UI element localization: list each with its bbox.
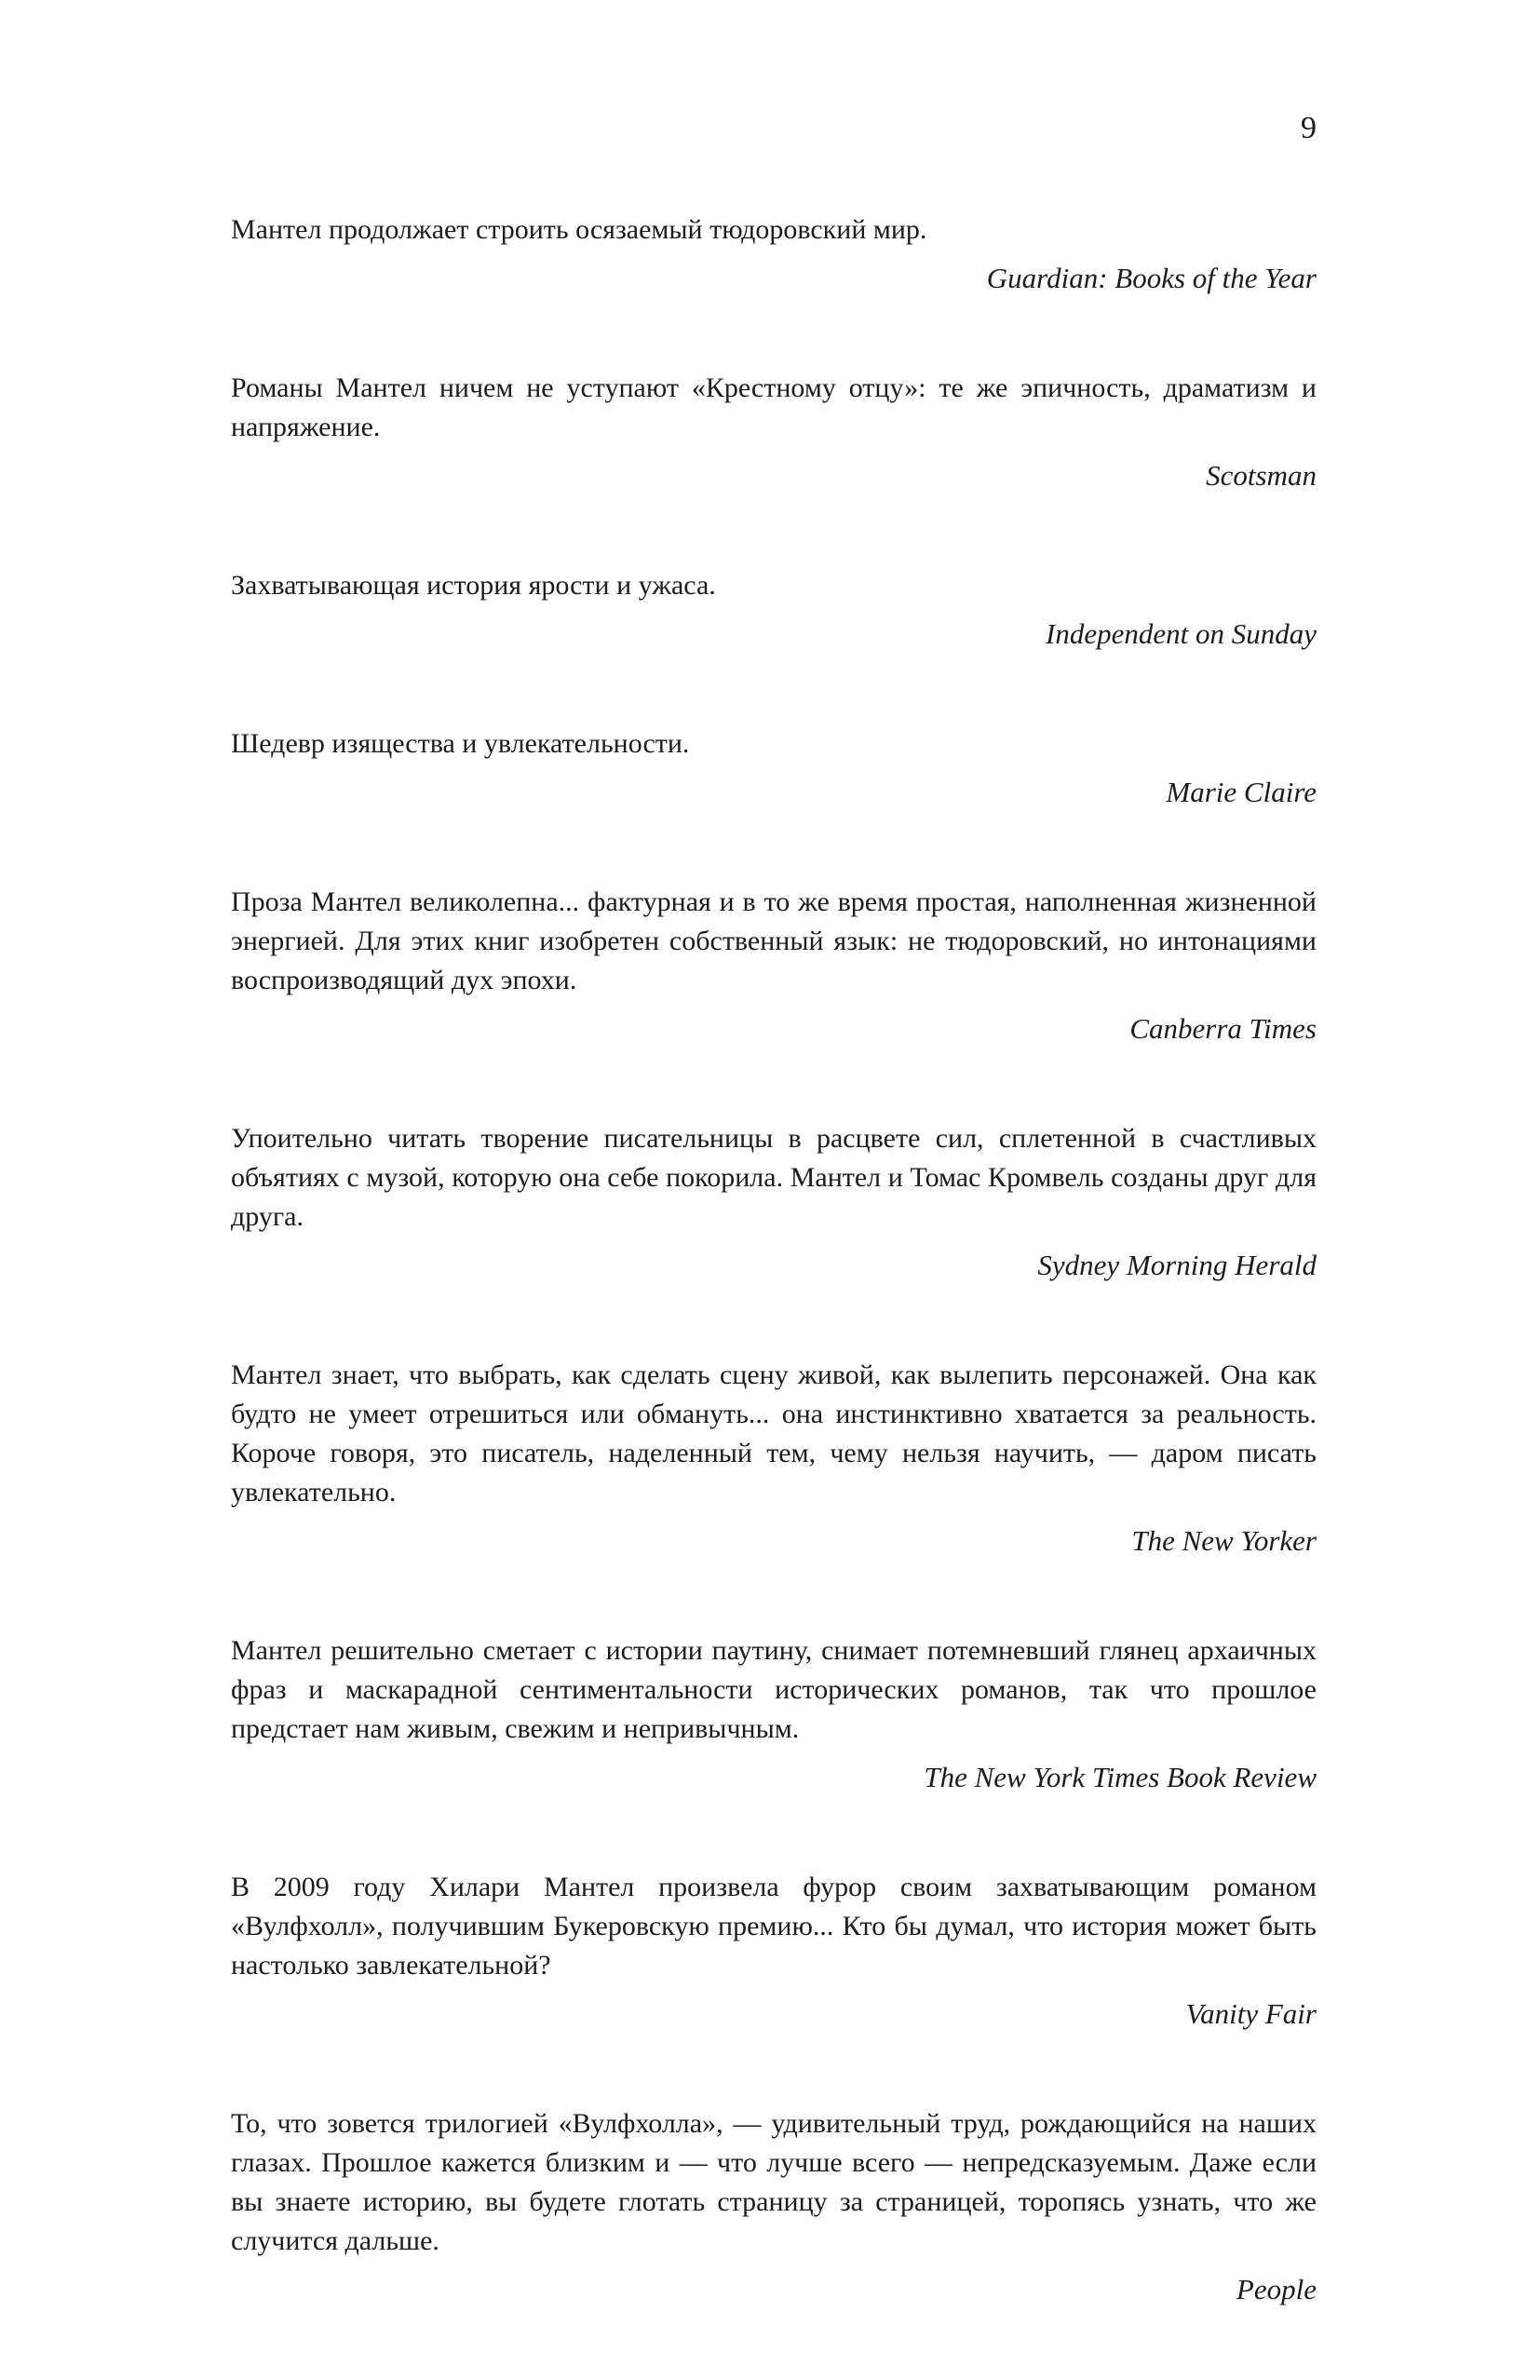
- review-quote: [231, 2104, 1317, 2309]
- quote-text: В 2009 году Хилари Мантел произвела фурор своим захватывающим романом «Вулфхолл», получившим Букеровскую премию... Кто бы думал, что история может быть настолько завлекательной?: [231, 1872, 1317, 1981]
- page-number: 9: [1301, 111, 1317, 145]
- review-quotes: [231, 210, 1317, 2380]
- quote-text: Мантел решительно сметает с истории паутину, снимает потемневший глянец архаичных фраз и маскарадной сентиментальности исторических романов, так что прошлое предстает нам живым, свежим и непривычным.: [231, 1635, 1317, 1744]
- quote-text: Упоительно читать творение писательницы в расцвете сил, сплетенной в счастливых объятиях с музой, которую она себе покорила. Мантел и Томас Кромвель созданы друг для друга.: [231, 1123, 1317, 1232]
- quote-text: То, что зовется трилогией «Вулфхолла», — удивительный труд, рождающийся на наших глазах. Прошлое кажется близким и — что лучше всего — непредсказуемым. Даже если вы знаете историю, вы будете глотать страницу за страницей, торопясь узнать, что же случится дальше.: [231, 2108, 1317, 2256]
- quote-text: Шедевр изящества и увлекательности.: [231, 728, 690, 759]
- review-quote: [231, 1356, 1317, 1561]
- review-quote: [231, 724, 1317, 812]
- review-quote: [231, 1631, 1317, 1797]
- quote-source: Scotsman: [1206, 459, 1317, 492]
- quote-source: Sydney Morning Herald: [1037, 1249, 1317, 1281]
- review-quote: [231, 1119, 1317, 1285]
- quote-source: Guardian: Books of the Year: [986, 262, 1317, 294]
- review-quote: [231, 566, 1317, 654]
- review-quote: [231, 1868, 1317, 2034]
- quote-source: Vanity Fair: [1185, 1997, 1317, 2030]
- review-quote: [231, 210, 1317, 298]
- quote-source: Canberra Times: [1129, 1012, 1317, 1045]
- quote-text: Романы Мантел ничем не уступают «Крестному отцу»: те же эпичность, драматизм и напряжение.: [231, 372, 1317, 442]
- review-quote: [231, 883, 1317, 1048]
- quote-source: Marie Claire: [1166, 776, 1317, 808]
- quote-text: Мантел продолжает строить осязаемый тюдоровский мир.: [231, 214, 927, 245]
- quote-source: People: [1236, 2273, 1317, 2306]
- quote-source: The New York Times Book Review: [924, 1761, 1317, 1793]
- review-quote: [231, 369, 1317, 495]
- quote-text: Мантел знает, что выбрать, как сделать сцену живой, как вылепить персонажей. Она как будто не умеет отрешиться или обмануть... она инстинктивно хватается за реальность. Короче говоря, это писатель, наделенный тем, чему нельзя научить, — даром писать увлекательно.: [231, 1359, 1317, 1508]
- quote-source: Independent on Sunday: [1046, 617, 1317, 650]
- quote-source: The New Yorker: [1131, 1524, 1317, 1557]
- quote-text: Захватывающая история ярости и ужаса.: [231, 570, 716, 601]
- quote-text: Проза Мантел великолепна... фактурная и в то же время простая, наполненная жизненной энергией. Для этих книг изобретен собственный язык: не тюдоровский, но интонациями воспроизводящий дух эпохи.: [231, 886, 1317, 995]
